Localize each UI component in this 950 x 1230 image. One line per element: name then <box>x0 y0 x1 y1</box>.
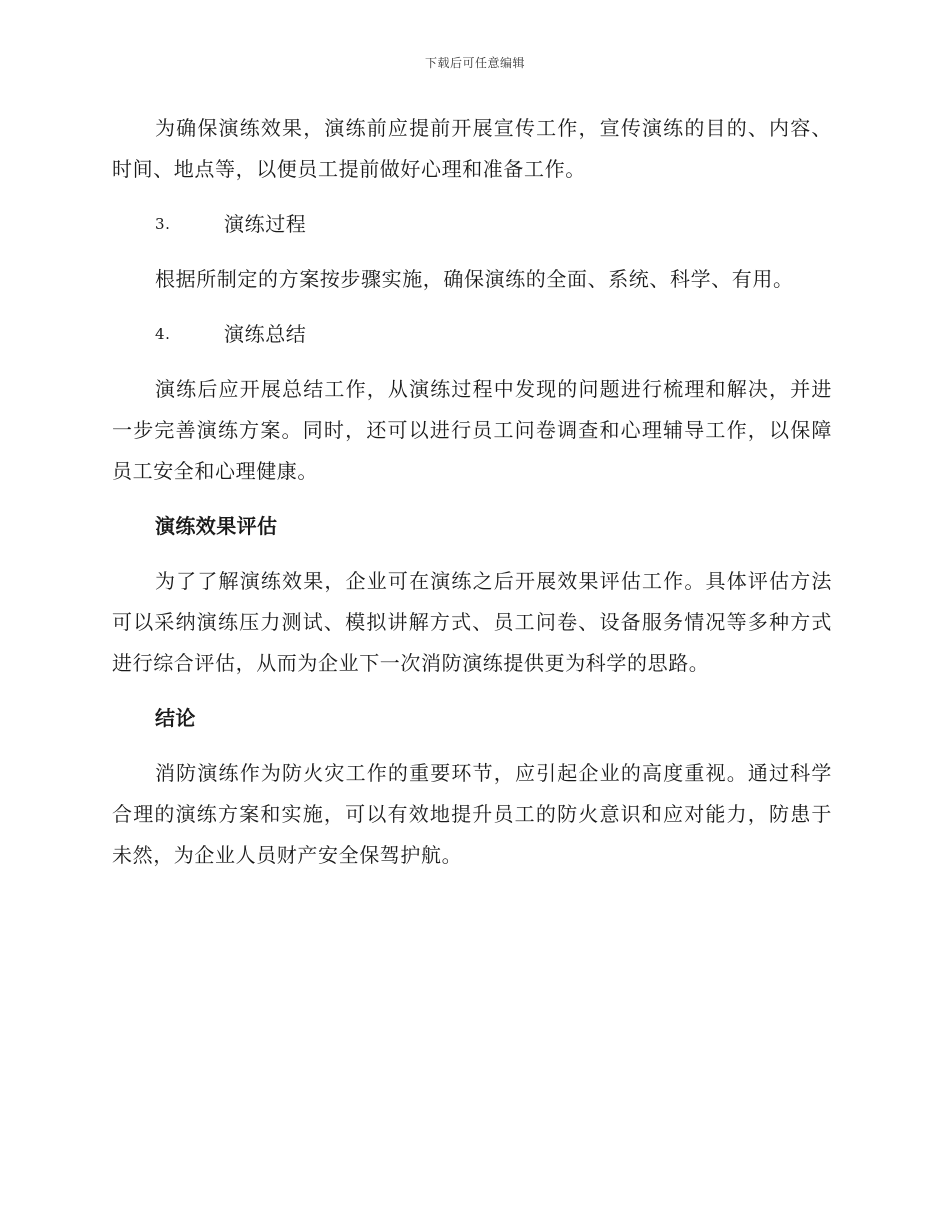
paragraph-conclusion: 消防演练作为防火灾工作的重要环节，应引起企业的高度重视。通过科学合理的演练方案和实施，可以有效地提升员工的防火意识和应对能力，防患于未然，为企业人员财产安全保驾护航。 <box>112 761 832 867</box>
paragraph-intro: 为确保演练效果，演练前应提前开展宣传工作，宣传演练的目的、内容、时间、地点等，以便员工提前做好心理和准备工作。 <box>112 116 832 181</box>
paragraph-evaluation: 为了了解演练效果，企业可在演练之后开展效果评估工作。具体评估方法可以采纳演练压力测试、模拟讲解方式、员工问卷、设备服务情况等多种方式进行综合评估，从而为企业下一次消防演练提供更为科学的思路。 <box>112 569 832 675</box>
list-item-process <box>112 204 832 245</box>
section-heading-conclusion: 结论 <box>155 706 196 730</box>
section-heading-evaluation: 演练效果评估 <box>155 514 278 538</box>
paragraph-summary: 演练后应开展总结工作，从演练过程中发现的问题进行梳理和解决，并进一步完善演练方案。同时，还可以进行员工问卷调查和心理辅导工作，以保障员工安全和心理健康。 <box>112 377 832 483</box>
list-number: 4. <box>155 325 171 343</box>
paragraph-process: 根据所制定的方案按步骤实施，确保演练的全面、系统、科学、有用。 <box>155 267 794 291</box>
document-body <box>112 108 832 890</box>
list-item-summary <box>112 314 832 355</box>
list-number: 3. <box>155 215 171 233</box>
list-label: 演练过程 <box>224 212 307 236</box>
header-note: 下载后可任意编辑 <box>424 56 525 70</box>
list-label: 演练总结 <box>224 322 307 346</box>
